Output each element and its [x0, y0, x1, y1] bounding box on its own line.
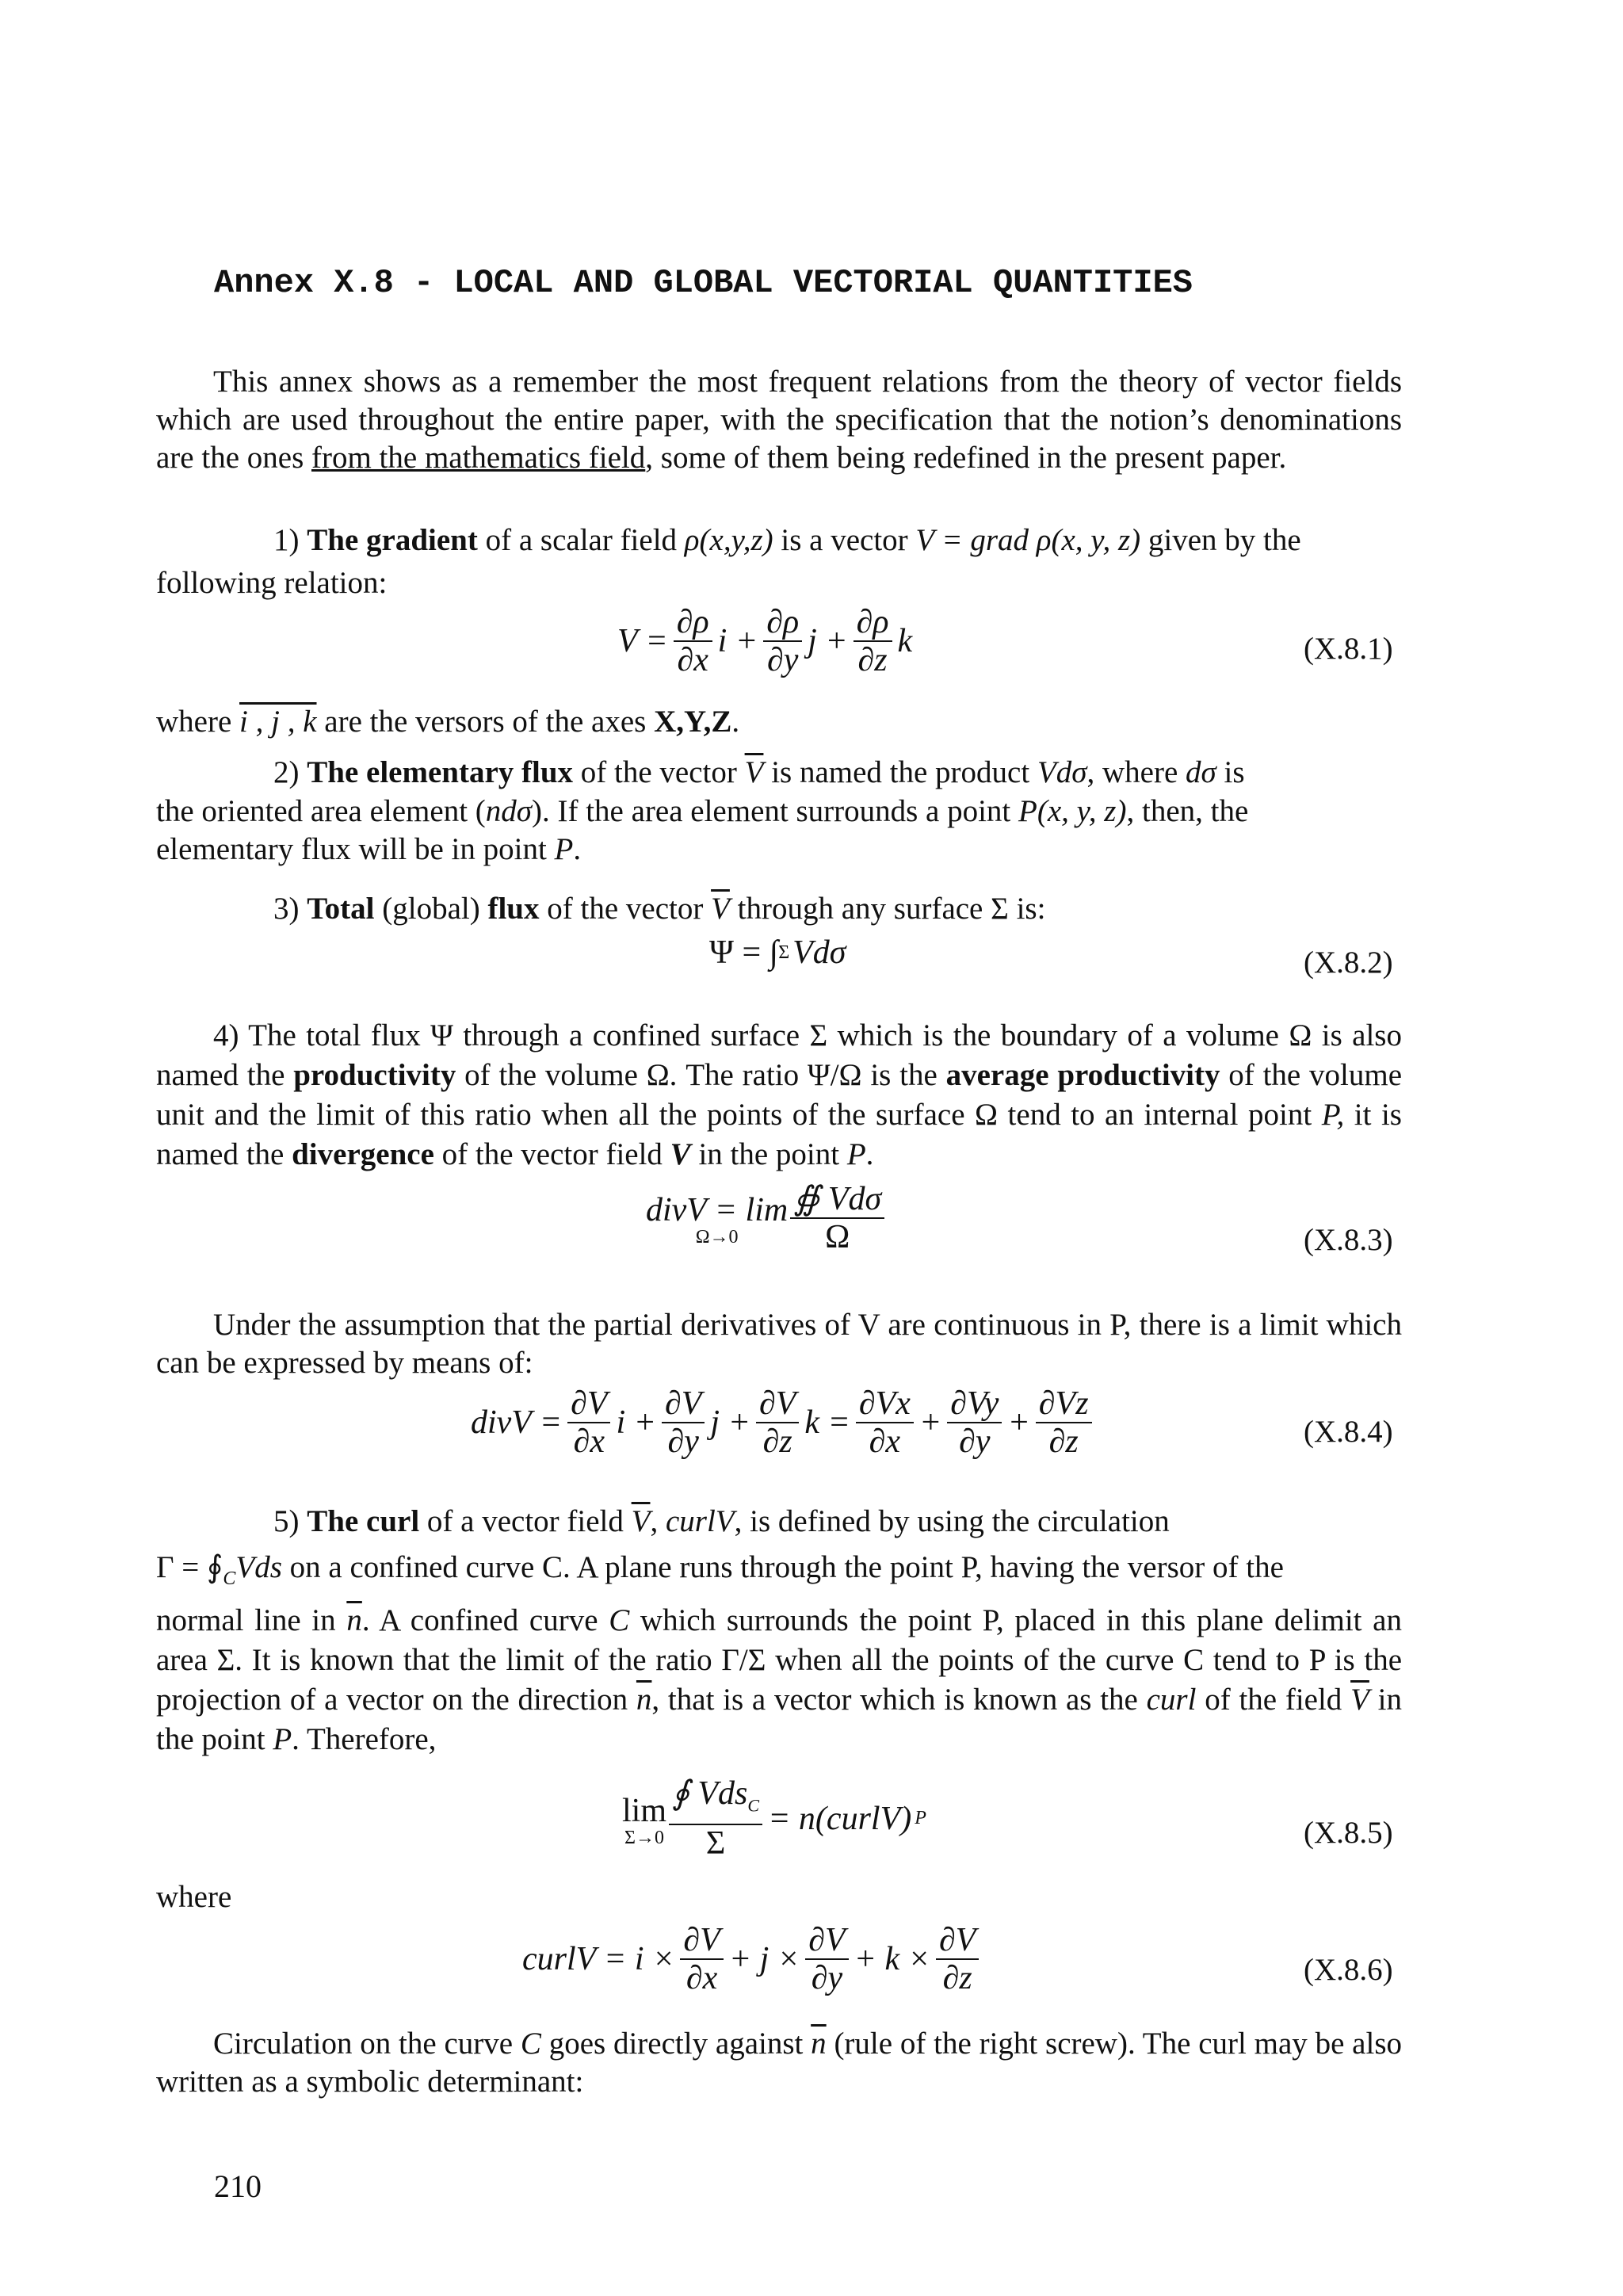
eq-term: k	[897, 623, 913, 659]
denominator: Ω	[825, 1219, 850, 1255]
item5-text-b: ,	[650, 1504, 666, 1538]
numerator: ∂ρ	[854, 604, 892, 642]
equation-number: (X.8.4)	[1304, 1415, 1393, 1449]
denominator: ∂z	[857, 642, 888, 678]
item5-text-j: in the point	[156, 1683, 1402, 1756]
eq-lhs: divV = lim	[646, 1192, 789, 1228]
equation-x86	[519, 1922, 981, 1996]
eq-integrand: Vdσ	[792, 934, 846, 971]
item5-text-c: , is defined by using the circulation	[734, 1504, 1170, 1538]
item-number: 5)	[273, 1504, 300, 1538]
numerator: ∂ρ	[674, 604, 712, 642]
eq-lhs: divV =	[471, 1404, 563, 1441]
term-gradient: The gradient	[307, 523, 478, 557]
eq-term: + k ×	[854, 1941, 930, 1977]
item2-text-b: is named the product	[763, 755, 1037, 789]
intro-underlined-text: from the mathematics field	[311, 441, 646, 475]
point-p: P	[846, 1137, 866, 1171]
circulation-integrand: Vds	[235, 1550, 282, 1584]
denominator: ∂z	[942, 1960, 972, 1996]
normal-n: $\overline{n}$	[346, 1603, 362, 1637]
denominator: ∂y	[811, 1960, 843, 1996]
intro-text: This annex shows as a remember the most frequent relations from the theory of vector fields which are used throughout the entire paper, with the specification that the notion’s denominations are the ones	[156, 365, 1402, 475]
item5-text-g: which surrounds the point P, placed in this plane delimit an area Σ. It is known that the limit of the ratio Γ/Σ when all the points of the curve C tend to P is the projection of a vector on the direction	[156, 1603, 1402, 1717]
equation-x82	[709, 934, 850, 972]
circulation-symbol: Γ = ∮	[156, 1550, 223, 1584]
numerator: ∂V	[680, 1922, 723, 1960]
where-text: where	[156, 705, 240, 739]
fraction	[1036, 1385, 1092, 1460]
item4-text-d: it is named the	[156, 1098, 1402, 1171]
eq-term: i +	[717, 623, 758, 659]
item-number: 2)	[273, 755, 300, 789]
numerator: ∂Vy	[947, 1385, 1002, 1423]
item1-where	[156, 703, 739, 741]
item1-text: of a scalar field	[477, 523, 685, 557]
annex-title: Annex X.8 - LOCAL AND GLOBAL VECTORIAL QUANTITIES	[214, 264, 1193, 302]
denominator: ∂z	[762, 1423, 792, 1460]
curve-c: C	[609, 1603, 630, 1637]
term-flux: flux	[487, 892, 540, 926]
numerator: ∂V	[662, 1385, 705, 1423]
item-number: 1)	[273, 523, 300, 557]
fraction	[567, 1385, 610, 1460]
eq-term: + j ×	[728, 1941, 800, 1977]
denominator: ∂z	[1048, 1423, 1079, 1460]
intro-text-end: , some of them being redefined in the present paper.	[645, 441, 1287, 475]
equation-number: (X.8.3)	[1304, 1223, 1393, 1257]
intro-paragraph	[156, 363, 1402, 477]
numerator: ∂ρ	[763, 604, 802, 642]
contour-subscript: C	[747, 1795, 760, 1816]
area-element: dσ	[1186, 755, 1216, 789]
item2-text-f: ). If the area element surrounds a point	[532, 794, 1019, 828]
denominator: ∂x	[573, 1423, 605, 1460]
item2-line2	[156, 793, 1248, 831]
numerator: ∮ Vds	[672, 1775, 748, 1812]
numerator: ∂V	[936, 1922, 979, 1960]
eq-lhs: Ψ = ∫	[709, 934, 779, 971]
point-p: P	[273, 1722, 292, 1756]
item3-line1	[273, 890, 1045, 928]
vector-v: $\overline{V}$	[1350, 1683, 1369, 1717]
fraction	[674, 604, 712, 678]
item2-text-i: .	[573, 832, 582, 866]
denominator: ∂y	[667, 1423, 699, 1460]
gradient-vector: V = grad ρ(x, y, z)	[915, 523, 1141, 557]
denominator: Σ	[705, 1825, 726, 1862]
equation-x85	[622, 1775, 926, 1862]
item5-text-h: , that is a vector which is known as the	[651, 1683, 1147, 1717]
item2-text-c: , where	[1086, 755, 1186, 789]
limit	[646, 1191, 788, 1245]
item2-text: of the vector	[573, 755, 745, 789]
fraction	[662, 1385, 705, 1460]
item3-text-c: through any surface Σ is:	[729, 892, 1046, 926]
item5-line2	[156, 1549, 1284, 1598]
denominator: ∂x	[677, 642, 708, 678]
item1-line2: following relation:	[156, 566, 388, 600]
denominator: ∂x	[685, 1960, 718, 1996]
curve-c: C	[520, 2027, 541, 2061]
denominator: ∂y	[959, 1423, 991, 1460]
vector-v: V	[670, 1137, 691, 1171]
item2-text-d: is	[1216, 755, 1245, 789]
item2-line1	[273, 754, 1245, 792]
where-text-b: are the versors of the axes	[316, 705, 655, 739]
fraction	[763, 604, 802, 678]
equation-x81	[614, 604, 915, 678]
oriented-area: ndσ	[485, 794, 532, 828]
axes-label: X,Y,Z	[654, 705, 732, 739]
page-number: 210	[214, 2168, 262, 2204]
point-p: P,	[1321, 1098, 1345, 1132]
term-curl: The curl	[307, 1504, 420, 1538]
limit-subscript: Σ→0	[624, 1827, 664, 1848]
scalar-field: ρ(x,y,z)	[684, 523, 773, 557]
item1-text-c: given by the	[1140, 523, 1301, 557]
fraction	[790, 1181, 884, 1255]
where-text-c: .	[731, 705, 740, 739]
item5-paragraph	[156, 1601, 1402, 1759]
eq-lhs: curlV = i ×	[522, 1941, 675, 1977]
fraction	[805, 1922, 848, 1996]
normal-n: $\overline{n}$	[811, 2027, 827, 2061]
closing-text-c: (rule of the right screw). The curl may be also written as a symbolic determinant:	[156, 2027, 1403, 2099]
numerator: ∂Vx	[856, 1385, 914, 1423]
fraction	[856, 1385, 914, 1460]
item2-text-h: elementary flux will be in point	[156, 832, 555, 866]
closing-text: Circulation on the curve	[213, 2027, 521, 2061]
fraction	[669, 1775, 762, 1862]
point-p: P	[554, 832, 574, 866]
equation-x84	[468, 1385, 1094, 1460]
fraction	[680, 1922, 723, 1996]
fraction	[947, 1385, 1002, 1460]
equation-number: (X.8.5)	[1304, 1816, 1393, 1850]
vector-v: $\overline{V}$	[631, 1504, 651, 1538]
item3-text: (global)	[374, 892, 488, 926]
term-total: Total	[307, 892, 375, 926]
equation-number: (X.8.6)	[1304, 1953, 1393, 1987]
term-elementary: The elementary	[307, 755, 514, 789]
item5-text-k: . Therefore,	[292, 1722, 437, 1756]
eq-term: +	[918, 1404, 942, 1441]
term-productivity: productivity	[293, 1058, 456, 1092]
eq-term: i +	[616, 1404, 656, 1441]
numerator: ∯ Vdσ	[790, 1181, 884, 1219]
eq-subscript: Σ	[778, 942, 790, 963]
term-flux: flux	[521, 755, 574, 789]
normal-n: $\overline{n}$	[636, 1683, 652, 1717]
item3-text-b: of the vector	[539, 892, 712, 926]
fraction	[854, 604, 892, 678]
item2-line3	[156, 831, 581, 869]
fraction	[756, 1385, 799, 1460]
versors: i , j , k	[239, 705, 317, 739]
term-divergence: divergence	[292, 1137, 434, 1171]
numerator: ∂V	[805, 1922, 848, 1960]
eq-term: +	[1007, 1404, 1030, 1441]
item4-paragraph	[156, 1016, 1402, 1175]
equation-number: (X.8.2)	[1304, 946, 1393, 980]
numerator: ∂V	[567, 1385, 610, 1423]
limit	[622, 1792, 666, 1846]
item4-text-e: of the vector field	[433, 1137, 670, 1171]
curl-v: curlV	[665, 1504, 735, 1538]
denominator: ∂y	[766, 642, 799, 678]
item4-text-c: of the volume unit and the limit of this ratio when all the points of the surface Ω tend to an internal point	[156, 1058, 1403, 1132]
numerator: ∂V	[756, 1385, 799, 1423]
vector-v: $\overline{V}$	[744, 755, 764, 789]
rhs-subscript: P	[915, 1808, 926, 1829]
limit-subscript: Ω→0	[695, 1227, 739, 1247]
vector-v: $\overline{V}$	[711, 892, 730, 926]
eq-term: j +	[808, 623, 848, 659]
curl-word: curl	[1146, 1683, 1197, 1717]
equation-number: (X.8.1)	[1304, 632, 1393, 666]
item1-text-b: is a vector	[773, 523, 916, 557]
item5-where: where	[156, 1880, 232, 1914]
item5-text-i: of the field	[1196, 1683, 1351, 1717]
eq-lhs: V =	[617, 623, 668, 659]
point-p: P(x, y, z)	[1018, 794, 1127, 828]
eq-rhs: = n(curlV)	[768, 1800, 912, 1837]
equation-x83	[646, 1181, 887, 1255]
item5-line1	[273, 1503, 1170, 1541]
item4-text-b: of the volume Ω. The ratio Ψ/Ω is the	[456, 1058, 946, 1092]
flux-product: Vdσ	[1037, 755, 1087, 789]
item1-line1	[273, 521, 1301, 560]
numerator: ∂Vz	[1036, 1385, 1092, 1423]
item5-text: of a vector field	[419, 1504, 632, 1538]
item5-text-f: . A confined curve	[361, 1603, 609, 1637]
item4-text-f: in the point	[690, 1137, 847, 1171]
item5-text-e: normal line in	[156, 1603, 347, 1637]
item2-text-e: the oriented area element (	[156, 794, 486, 828]
item-number: 3)	[273, 892, 300, 926]
item4-text: 4) The total flux Ψ through a confined surface Σ which is the boundary of a volume Ω is also named the	[156, 1018, 1402, 1092]
closing-text-b: goes directly against	[540, 2027, 812, 2061]
para5-text: Under the assumption that the partial derivatives of V are continuous in P, there is a limit which can be expressed by means of:	[156, 1308, 1402, 1380]
eq-term: j +	[710, 1404, 750, 1441]
contour-subscript: C	[223, 1568, 236, 1589]
item5-text-d: on a confined curve C. A plane runs through the point P, having the versor of the	[281, 1550, 1284, 1584]
eq-term: k =	[804, 1404, 850, 1441]
item4-text-g: .	[865, 1137, 874, 1171]
lim-word: lim	[622, 1792, 667, 1829]
item2-text-g: , then, the	[1126, 794, 1249, 828]
closing-paragraph	[156, 2025, 1402, 2101]
denominator: ∂x	[869, 1423, 901, 1460]
term-average-productivity: average productivity	[945, 1058, 1220, 1092]
fraction	[936, 1922, 979, 1996]
